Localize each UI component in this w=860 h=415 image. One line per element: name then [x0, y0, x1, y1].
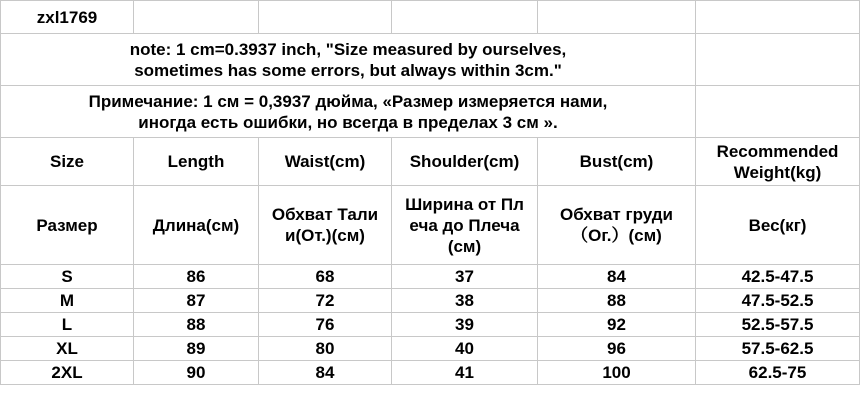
empty-cell [134, 1, 259, 34]
header-cell: Ширина от Пл еча до Плеча (см) [392, 186, 538, 265]
table-cell: 87 [134, 289, 259, 313]
table-cell: M [1, 289, 134, 313]
table-cell: 84 [538, 265, 696, 289]
table-cell: 41 [392, 361, 538, 385]
table-row [1, 361, 860, 385]
table-cell: 68 [259, 265, 392, 289]
table-cell: 88 [538, 289, 696, 313]
table-cell: 72 [259, 289, 392, 313]
table-row [1, 265, 860, 289]
table-cell: 84 [259, 361, 392, 385]
note-ru [1, 86, 696, 138]
header-cell: Обхват груди （Ог.）(см) [538, 186, 696, 265]
empty-cell [696, 1, 860, 34]
table-cell: 80 [259, 337, 392, 361]
table-cell: 42.5-47.5 [696, 265, 860, 289]
note-en-line: note: 1 cm=0.3937 inch, "Size measured by ourselves, [129, 39, 567, 59]
table-cell: 52.5-57.5 [696, 313, 860, 337]
table-cell: 57.5-62.5 [696, 337, 860, 361]
table-cell: 62.5-75 [696, 361, 860, 385]
header-cell: Размер [1, 186, 134, 265]
table-cell: L [1, 313, 134, 337]
header-cell: Bust(cm) [538, 138, 696, 186]
header-cell: Вес(кг) [696, 186, 860, 265]
note-ru-line: Примечание: 1 см = 0,3937 дюйма, «Размер измеряется нами, [88, 91, 608, 111]
table-cell: 96 [538, 337, 696, 361]
table-cell: 37 [392, 265, 538, 289]
table-cell: XL [1, 337, 134, 361]
note-en [1, 34, 696, 86]
header-cell: Size [1, 138, 134, 186]
note-ru-line: иногда есть ошибки, но всегда в пределах 3 см ». [138, 112, 558, 132]
table-cell: 47.5-52.5 [696, 289, 860, 313]
header-cell: Shoulder(cm) [392, 138, 538, 186]
header-cell: Обхват Тали и(От.)(см) [259, 186, 392, 265]
note-en-line: sometimes has some errors, but always within 3cm." [134, 60, 562, 80]
header-cell: Length [134, 138, 259, 186]
table-cell: 2XL [1, 361, 134, 385]
table-cell: 89 [134, 337, 259, 361]
table-cell: 88 [134, 313, 259, 337]
table-cell: 40 [392, 337, 538, 361]
table-cell: 38 [392, 289, 538, 313]
empty-cell [538, 1, 696, 34]
empty-cell [696, 34, 860, 86]
table-row [1, 313, 860, 337]
table-cell: 92 [538, 313, 696, 337]
table-cell: 90 [134, 361, 259, 385]
table-cell: 76 [259, 313, 392, 337]
empty-cell [392, 1, 538, 34]
header-row-en [1, 138, 860, 186]
empty-cell [259, 1, 392, 34]
empty-cell [696, 86, 860, 138]
header-cell: Waist(cm) [259, 138, 392, 186]
table-cell: 86 [134, 265, 259, 289]
header-row-ru [1, 186, 860, 265]
product-code: zxl1769 [1, 1, 134, 34]
header-cell: Recommended Weight(kg) [696, 138, 860, 186]
table-cell: 100 [538, 361, 696, 385]
table-cell: S [1, 265, 134, 289]
table-row [1, 337, 860, 361]
note-ru-row [1, 86, 860, 138]
table-cell: 39 [392, 313, 538, 337]
table-row [1, 289, 860, 313]
note-en-row [1, 34, 860, 86]
product-code-row [1, 1, 860, 34]
header-cell: Длина(см) [134, 186, 259, 265]
